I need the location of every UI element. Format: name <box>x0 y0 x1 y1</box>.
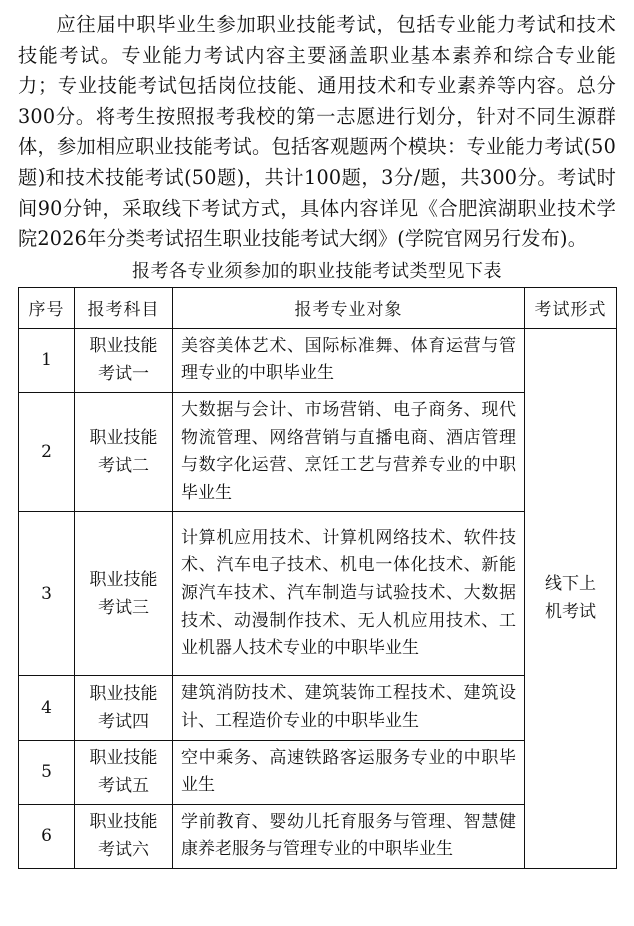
row-majors: 计算机应用技术、计算机网络技术、软件技术、汽车电子技术、机电一体化技术、新能源汽车技术、汽车制造与试验技术、大数据技术、动漫制作技术、无人机应用技术、工业机器人技术专业的中职毕业生 <box>173 512 525 676</box>
row-index: 2 <box>19 392 75 511</box>
exam-type-table <box>18 287 617 869</box>
row-index: 5 <box>19 740 75 804</box>
row-index: 4 <box>19 676 75 740</box>
header-format: 考试形式 <box>525 287 617 328</box>
row-subject: 职业技能考试三 <box>75 512 173 676</box>
row-index: 1 <box>19 328 75 392</box>
row-subject: 职业技能考试二 <box>75 392 173 511</box>
exam-format-cell: 线下上机考试 <box>525 328 617 868</box>
table-caption: 报考各专业须参加的职业技能考试类型见下表 <box>132 260 502 282</box>
row-index: 3 <box>19 512 75 676</box>
row-majors: 学前教育、婴幼儿托育服务与管理、智慧健康养老服务与管理专业的中职毕业生 <box>173 804 525 868</box>
row-subject: 职业技能考试六 <box>75 804 173 868</box>
row-majors: 空中乘务、高速铁路客运服务专业的中职毕业生 <box>173 740 525 804</box>
header-index: 序号 <box>19 287 75 328</box>
intro-paragraph: 应往届中职毕业生参加职业技能考试，包括专业能力考试和技术技能考试。专业能力考试内容主要涵盖职业基本素养和综合专业能力；专业技能考试包括岗位技能、通用技术和专业素养等内容。总分300分。将考生按照报考我校的第一志愿进行划分，针对不同生源群体，参加相应职业技能考试。包括客观题两个模块：专业能力考试(50题)和技术技能考试(50题)，共计100题，3分/题，共300分。考试时间90分钟，采取线下考试方式，具体内容详见《合肥滨湖职业技术学院2026年分类考试招生职业技能考试大纲》(学院官网另行发布)。 <box>18 13 616 251</box>
row-subject: 职业技能考试一 <box>75 328 173 392</box>
row-index: 6 <box>19 804 75 868</box>
header-subject: 报考科目 <box>75 287 173 328</box>
table-header-row <box>19 287 617 328</box>
row-majors: 建筑消防技术、建筑装饰工程技术、建筑设计、工程造价专业的中职毕业生 <box>173 676 525 740</box>
row-majors: 美容美体艺术、国际标准舞、体育运营与管理专业的中职毕业生 <box>173 328 525 392</box>
row-majors: 大数据与会计、市场营销、电子商务、现代物流管理、网络营销与直播电商、酒店管理与数字化运营、烹饪工艺与营养专业的中职毕业生 <box>173 392 525 511</box>
table-row <box>19 328 617 392</box>
row-subject: 职业技能考试五 <box>75 740 173 804</box>
row-subject: 职业技能考试四 <box>75 676 173 740</box>
header-majors: 报考专业对象 <box>173 287 525 328</box>
